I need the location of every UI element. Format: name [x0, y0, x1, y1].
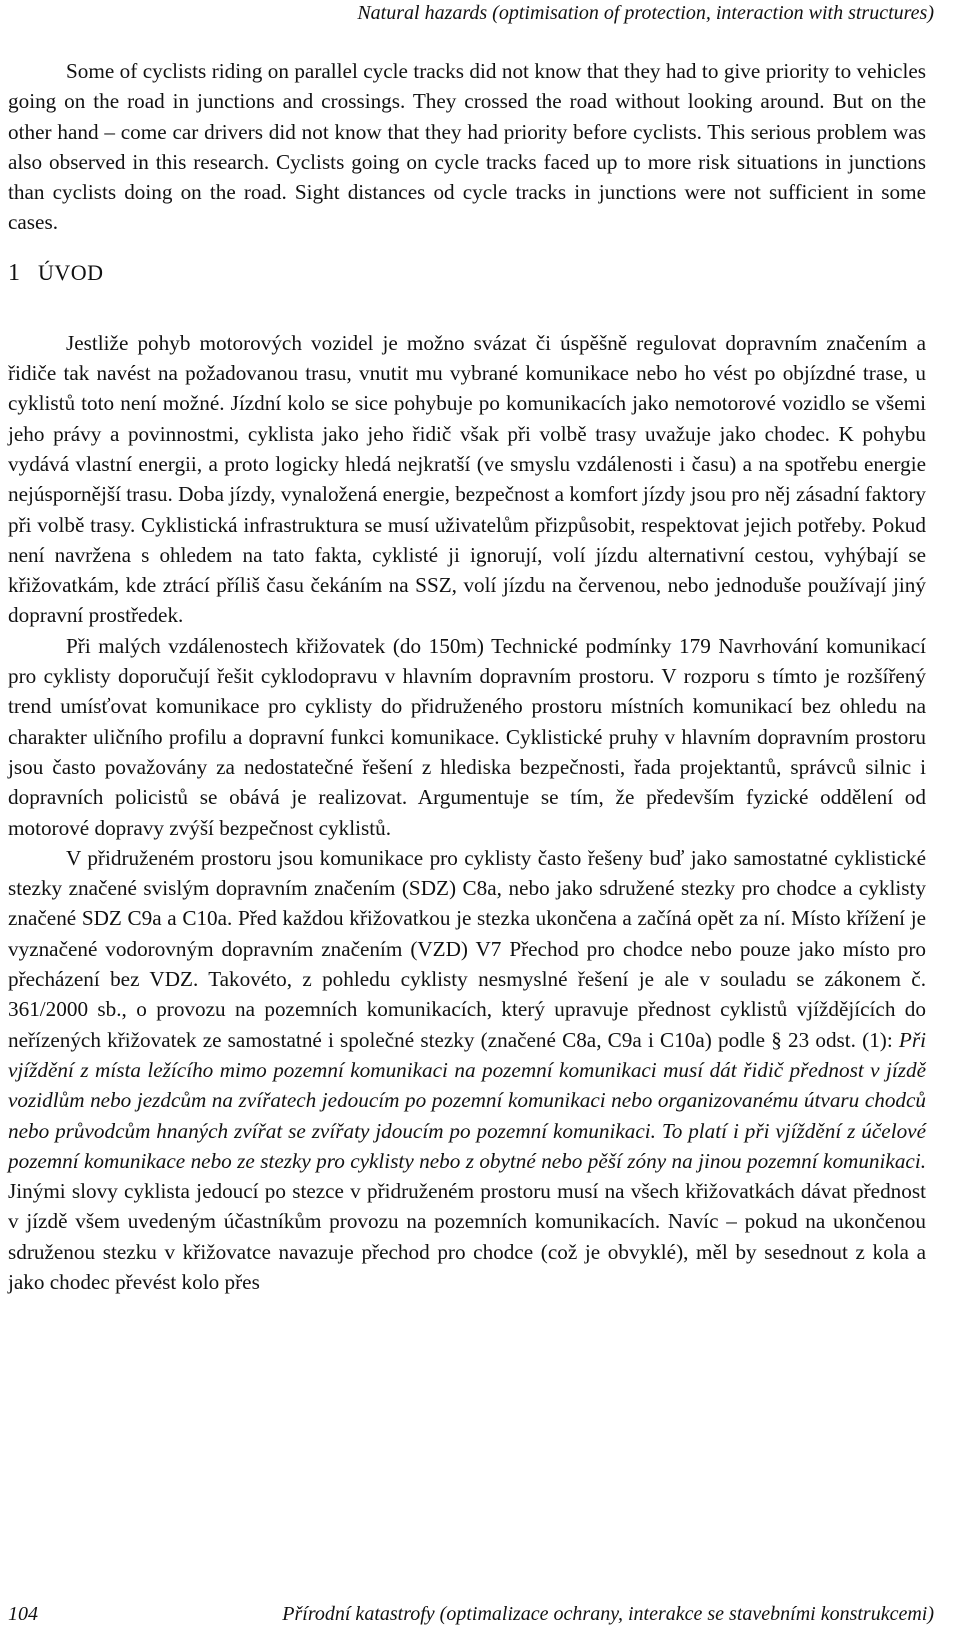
paragraph-3-text-end: Jinými slovy cyklista jedoucí po stezce v přidruženém prostoru musí na všech křižovatkách dávat přednost v jízdě všem uvedeným účastníkům provozu na pozemních komunikacích. Navíc – pokud na ukončenou sdruženou stezku v křižovatce navazuje přechod pro chodce (což je obvyklé), měl by sesednout z kola a jako chodec převést kolo přes	[8, 1179, 926, 1294]
abstract-paragraph: Some of cyclists riding on parallel cycle tracks did not know that they had to give priority to vehicles going on the road in junctions and crossings. They crossed the road without looking around. But on the other hand – come car drivers did not know that they had priority before cyclists. This serious problem was also observed in this research. Cyclists going on cycle tracks faced up to more risk situations in junctions than cyclists doing on the road. Sight distances od cycle tracks in junctions were not sufficient in some cases.	[8, 59, 926, 235]
footer-title: Přírodní katastrofy (optimalizace ochrany, interakce se stavebními konstrukcemi)	[282, 1603, 934, 1625]
body-paragraph-2: Při malých vzdálenostech křižovatek (do 150m) Technické podmínky 179 Navrhování komunikací pro cyklisty doporučují řešit cyklodopravu v hlavním dopravním prostoru. V rozporu s tímto je rozšířený trend umísťovat komunikace pro cyklisty do přidruženého prostoru místních komunikací bez ohledu na charakter uličního profilu a dopravní funkci komunikace. Cyklistické pruhy v hlavním dopravním prostoru jsou často považovány za nedostatečné řešení z hlediska bezpečnosti, řada projektantů, správců silnic i dopravních policistů se obává je realizovat. Argumentuje se tím, že především fyzické oddělení od motorové dopravy zvýší bezpečnost cyklistů.	[8, 633, 926, 840]
section-heading	[8, 258, 926, 288]
body-paragraph-1: Jestliže pohyb motorových vozidel je možno svázat či úspěšně regulovat dopravním značením a řidiče tak navést na požadovanou trasu, vnutit mu vybrané komunikace nebo ho vést po objízdné trase, u cyklistů toto není možné. Jízdní kolo se sice pohybuje po komunikacích jako nemotorové vozidlo se všemi jeho právy a povinnostmi, cyklista jako jeho řidič však při volbě trasy uvažuje jako chodec. K pohybu vydává vlastní energii, a proto logicky hledá nejkratší (ve smyslu vzdálenosti i času) a na spotřebu energie nejúspornější trasu. Doba jízdy, vynaložená energie, bezpečnost a komfort jízdy jsou pro něj zásadní faktory při volbě trasy. Cyklistická infrastruktura se musí uživatelům přizpůsobit, respektovat jejich potřeby. Pokud není navržena s ohledem na tato fakta, cyklisté ji ignorují, volí jízdu alternativní cestou, vyhýbají se křižovatkám, kde ztrácí příliš času čekáním na SSZ, volí jízdu na červenou, nebo jednoduše používají jiný dopravní prostředek.	[8, 330, 926, 628]
paragraph-3-text-start: V přidruženém prostoru jsou komunikace pro cyklisty často řešeny buď jako samostatné cyklistické stezky značené svislým dopravním značením (SDZ) C8a, nebo jako sdružené stezky pro chodce a cyklisty značené SDZ C9a a C10a. Před každou křižovatkou je stezka ukončena a začíná opět za ní. Místo křížení je vyznačené vodorovným dopravním značením (VZD) V7 Přechod pro chodce nebo pouze jako místo pro přecházení bez VDZ. Takovéto, z pohledu cyklisty nesmyslné řešení je ale v souladu se zákonem č. 361/2000 sb., o provozu na pozemních komunikacích, který upravuje přednost cyklistů vjíždějících do neřízených křižovatek ze samostatné i společné stezky (značené C8a, C9a i C10a) podle § 23 odst. (1):	[8, 845, 926, 1052]
section-number: 1	[8, 259, 20, 286]
page-number: 104	[8, 1603, 38, 1625]
running-header: Natural hazards (optimisation of protection, interaction with structures)	[357, 2, 934, 24]
body-paragraph-3	[8, 843, 926, 1297]
page-footer	[8, 1603, 934, 1626]
law-quote: Při vjíždění z místa ležícího mimo pozemní komunikaci na pozemní komunikaci musí dát řidič přednost v jízdě vozidlům nebo jezdcům na zvířatech jedoucím po pozemní komunikaci nebo organizovanému útvaru chodců nebo průvodcům hnaných zvířat se zvířaty jdoucím po pozemní komunikaci. To platí i při vjíždění z účelové pozemní komunikace nebo ze stezky pro cyklisty nebo z obytné nebo pěší zóny na jinou pozemní komunikaci.	[8, 1027, 926, 1173]
section-title: ÚVOD	[38, 259, 104, 285]
page-content	[8, 56, 926, 1297]
